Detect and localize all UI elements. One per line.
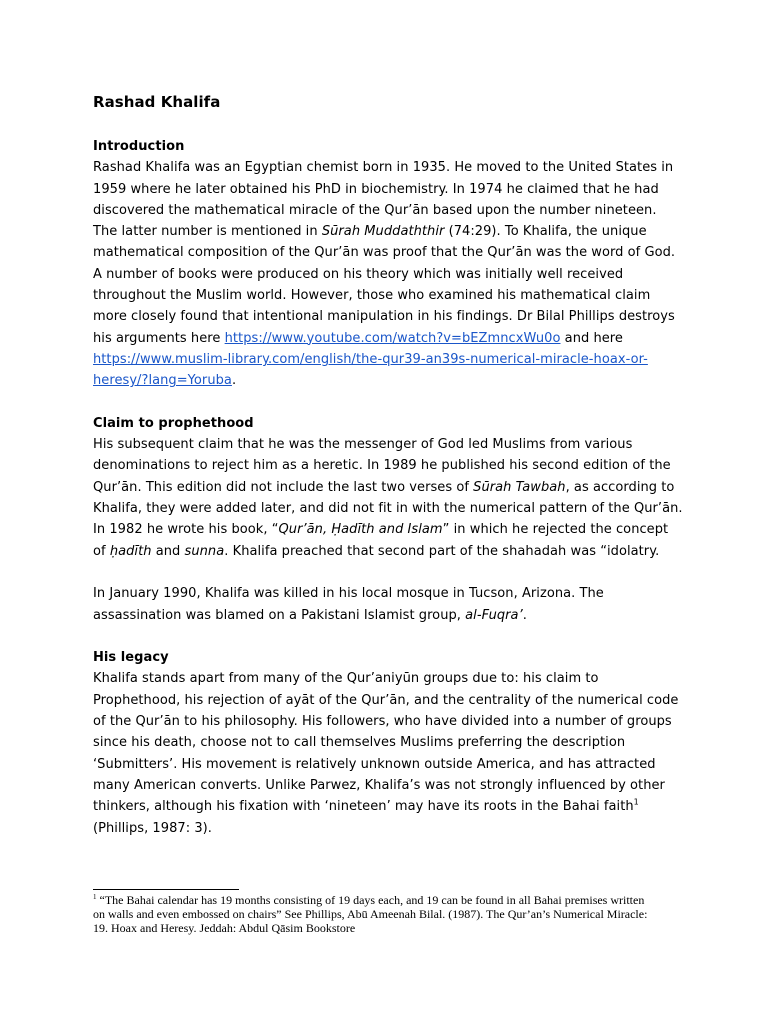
- section-heading-prophethood: Claim to prophethood: [93, 415, 254, 431]
- text-run: and: [151, 543, 185, 559]
- text-run: .: [231, 373, 237, 389]
- introduction-paragraph: [93, 157, 683, 391]
- youtube-link[interactable]: https://www.youtube.com/watch?v=bEZmncxWu0o: [224, 330, 561, 346]
- footnote: [93, 893, 653, 936]
- muslim-library-link[interactable]: https://www.muslim-library.com/english/the-qur39-an39s-numerical-miracle-hoax-or-heresy/?lang=Yoruba: [93, 351, 648, 389]
- book-title: Qur’ān, Ḥadīth and Islam: [278, 522, 443, 538]
- italic-term: al-Fuqra’: [465, 607, 523, 623]
- italic-term: sunna: [184, 543, 225, 559]
- text-run: His subsequent claim that he was the messenger of God led Muslims from various denominations to reject him as a heretic. In 1989 he published his second edition of the Qur’ān. This edition did not include the last two verses of: [93, 437, 671, 495]
- text-run: In January 1990, Khalifa was killed in his local mosque in Tucson, Arizona. The assassination was blamed on a Pakistani Islamist group,: [93, 586, 604, 623]
- italic-term: Sūrah Muddaththir: [321, 224, 445, 240]
- document-body: [93, 92, 683, 839]
- footnote-text: “The Bahai calendar has 19 months consisting of 19 days each, and 19 can be found in all Bahai premises written on walls and even embossed on chairs” See Phillips, Abū Ameenah Bilal. (1987). The Qur’an’s Numerical Miracle: 19. Hoax and Heresy. Jeddah: Abdul Qāsim Bookstore: [93, 893, 648, 936]
- text-run: (Phillips, 1987: 3).: [93, 820, 212, 836]
- footnote-marker: 1: [93, 893, 97, 901]
- footnote-reference[interactable]: 1: [633, 797, 639, 807]
- text-run: Rashad Khalifa was an Egyptian chemist born in 1935. He moved to the United States in 1959 where he later obtained his PhD in biochemistry. In 1974 he claimed that he had discovered the mathematical miracle of the Qur’ān based upon the number nineteen. The latter number is mentioned in: [93, 160, 674, 240]
- text-run: Khalifa stands apart from many of the Qur’aniyūn groups due to: his claim to Prophethood, his rejection of ayāt of the Qur’ān, and the centrality of the numerical code of the Qur’ān to his philosophy. His followers, who have divided into a number of groups since his death, choose not to call themselves Muslims preferring the description ‘Submitters’. His movement is relatively unknown outside America, and has attracted many American converts. Unlike Parwez, Khalifa’s was not strongly influenced by other thinkers, although his fixation with ‘nineteen’ may have its roots in the Bahai faith: [93, 671, 679, 815]
- section-heading-legacy: His legacy: [93, 650, 169, 666]
- paragraph-gap: [93, 562, 683, 583]
- text-run: and here: [560, 330, 623, 346]
- text-run: (74:29). To Khalifa, the unique mathematical composition of the Qur’ān was proof that the Qur’ān was the word of God. A number of books were produced on his theory which was initially well received throughout the Muslim world. However, those who examined his mathematical claim more closely found that intentional manipulation in his findings. Dr Bilal Phillips destroys his arguments here: [93, 224, 676, 346]
- text-run: .: [522, 607, 527, 623]
- italic-term: ḥadīth: [109, 543, 152, 559]
- italic-term: Sūrah Tawbah: [473, 479, 566, 495]
- footnote-separator: [93, 889, 239, 890]
- legacy-paragraph: [93, 668, 683, 838]
- document-title: Rashad Khalifa: [93, 93, 221, 111]
- text-run: , as according to Khalifa, they were added later, and did not fit in with the numerical pattern of the Qur’ān. In 1982 he wrote his book, “: [93, 479, 683, 538]
- assassination-paragraph: [93, 583, 683, 626]
- section-heading-introduction: Introduction: [93, 139, 185, 154]
- prophethood-paragraph: [93, 434, 683, 562]
- paragraph-gap: [93, 626, 683, 647]
- text-run: . Khalifa preached that second part of the shahadah was “idolatry.: [224, 543, 660, 559]
- text-run: ” in which he rejected the concept of: [93, 522, 669, 559]
- paragraph-gap: [93, 392, 683, 413]
